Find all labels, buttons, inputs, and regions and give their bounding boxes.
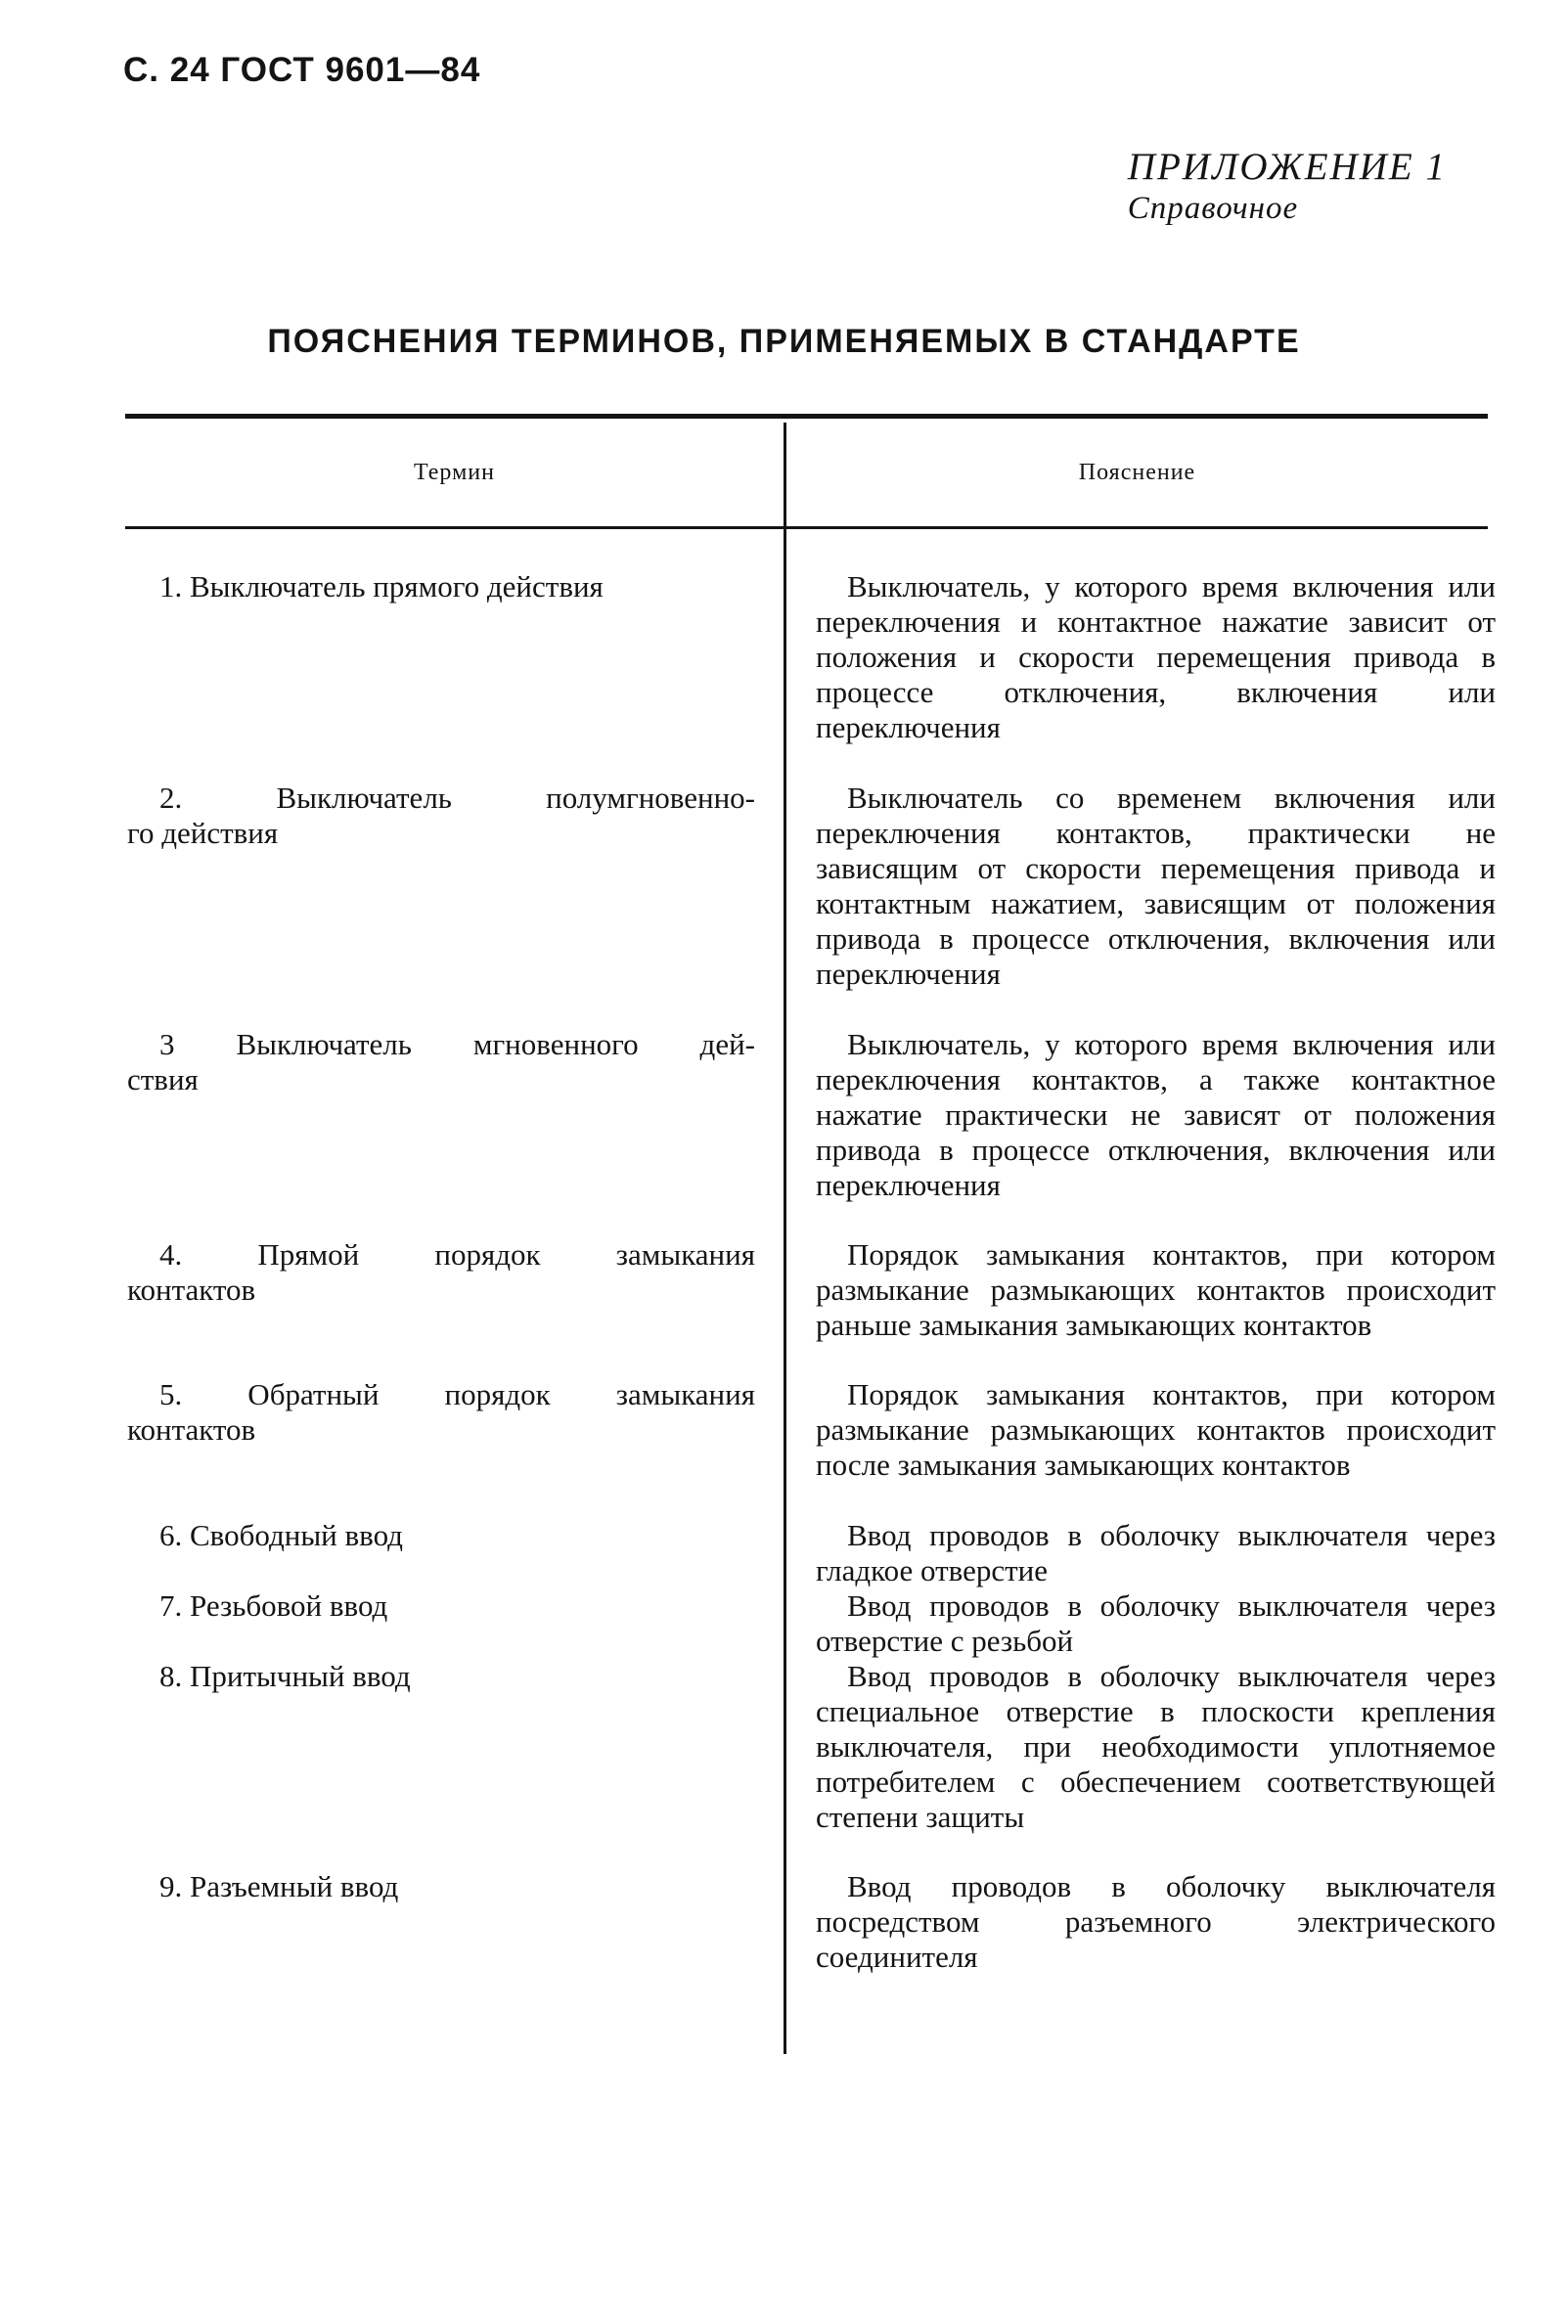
explanation-text: Выключатель, у которого время включения или переключения и контактное нажатие зависит от положения и скорости перемещения привода в процессе отключения, включения или переключения [816,569,1496,744]
term-text: 5. Обратный порядок замыкания [159,1377,755,1411]
term-text: 8. Притычный ввод [159,1659,411,1693]
term-cell [127,1027,755,1097]
term-text: 7. Резьбовой ввод [159,1588,388,1623]
term-text: 6. Свободный ввод [159,1518,403,1552]
term-cell [127,1377,755,1448]
column-header-term: Термин [414,460,495,485]
explanation-cell [816,1027,1496,1203]
term-text-continued: контактов [127,1273,256,1307]
explanation-cell [816,1869,1496,1975]
table-top-rule [125,414,1488,419]
explanation-cell [816,569,1496,745]
explanation-cell [816,1659,1496,1835]
term-text: 2. Выключатель полумгновенно- [159,781,755,815]
appendix-number: ПРИЛОЖЕНИЕ 1 [1127,146,1447,188]
term-cell [127,1869,755,1904]
term-cell [127,781,755,851]
term-cell [127,1659,755,1694]
explanation-text: Ввод проводов в оболочку выключателя через специальное отверстие в плоскости крепления выключателя, при необходимости уплотняемое потребителем с обеспечением соответствующей степени защиты [816,1659,1496,1834]
column-divider [784,423,786,2054]
explanation-text: Порядок замыкания контактов, при котором размыкание размыкающих контактов происходит раньше замыкания замыкающих контактов [816,1237,1496,1342]
page-header: С. 24 ГОСТ 9601—84 [123,51,481,89]
explanation-cell [816,1518,1496,1588]
table-header-rule [125,526,1488,529]
explanation-cell [816,1237,1496,1343]
page-title: ПОЯСНЕНИЯ ТЕРМИНОВ, ПРИМЕНЯЕМЫХ В СТАНДАРТЕ [267,323,1301,360]
term-text: 9. Разъемный ввод [159,1869,399,1903]
term-text: 1. Выключатель прямого действия [159,569,604,603]
term-cell [127,1588,755,1624]
explanation-cell [816,1588,1496,1659]
explanation-cell [816,1377,1496,1483]
term-cell [127,1518,755,1553]
appendix-type: Справочное [1127,191,1299,226]
term-text: 4. Прямой порядок замыкания [159,1237,755,1272]
term-text-continued: ствия [127,1062,199,1096]
explanation-text: Выключатель со временем включения или переключения контактов, практически не зависящим от скорости перемещения привода и контактным нажатием, зависящим от положения привода в процессе отключения, включения или переключения [816,781,1496,991]
explanation-text: Выключатель, у которого время включения или переключения контактов, а также контактное нажатие практически не зависят от положения привода в процессе отключения, включения или переключения [816,1027,1496,1202]
appendix-label [1128,145,1447,227]
term-cell [127,569,755,604]
explanation-text: Ввод проводов в оболочку выключателя через гладкое отверстие [816,1518,1496,1587]
explanation-text: Порядок замыкания контактов, при котором размыкание размыкающих контактов происходит после замыкания замыкающих контактов [816,1377,1496,1482]
term-text-continued: контактов [127,1412,256,1447]
term-cell [127,1237,755,1308]
term-text-continued: го действия [127,816,279,850]
explanation-text: Ввод проводов в оболочку выключателя через отверстие с резьбой [816,1588,1496,1658]
term-text: 3 Выключатель мгновенного дей- [159,1027,755,1061]
column-header-explanation: Пояснение [1078,460,1196,485]
explanation-cell [816,781,1496,992]
explanation-text: Ввод проводов в оболочку выключателя посредством разъемного электрического соединителя [816,1869,1496,1974]
